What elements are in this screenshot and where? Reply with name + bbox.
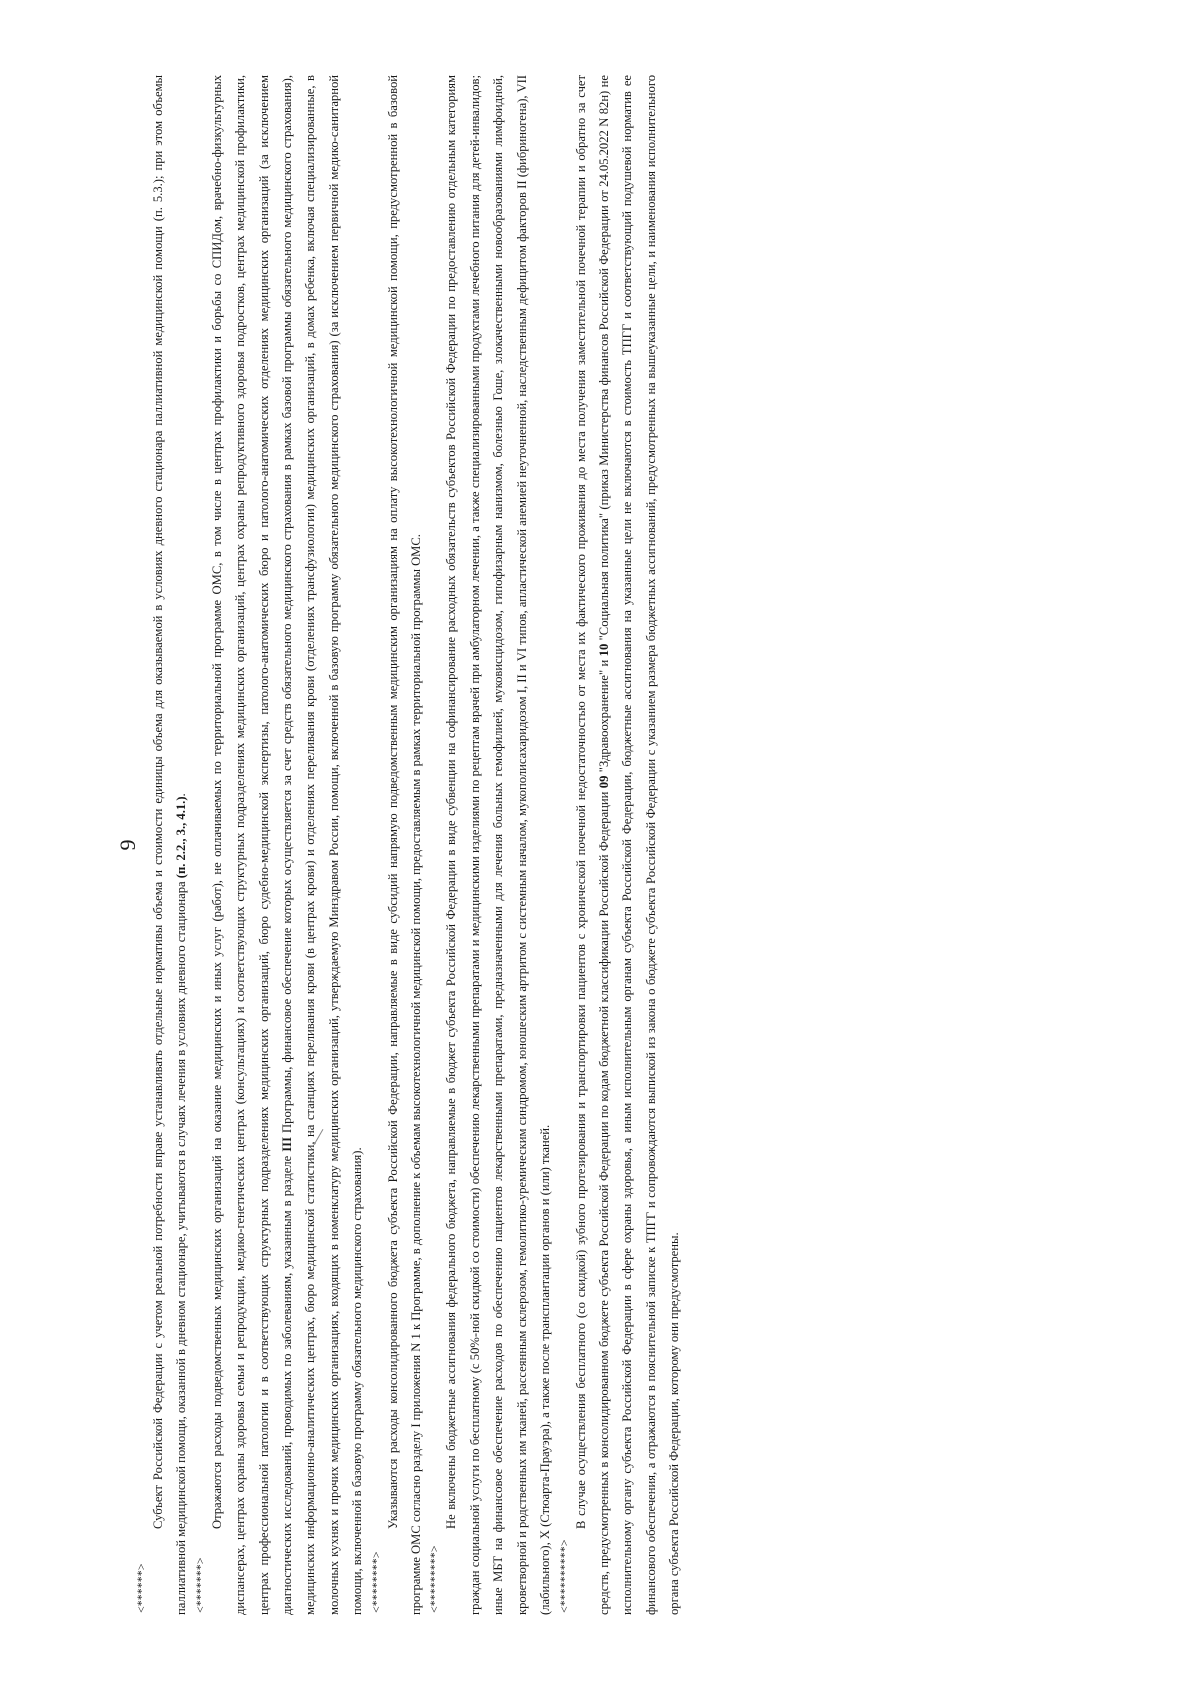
rotated-content <box>115 65 1115 1625</box>
footnote-marker: <**********> <box>556 1539 571 1613</box>
footnote-marker: <*********> <box>427 1545 442 1613</box>
paragraph: Указываются расходы консолидированного бюджета субъекта Российской Федерации, направляемые в виде субсидий напрямую подведомственным медицинским организациям на оплату высокотехнологичной медицинской помощи, предусмотренной в базовой программе ОМС согласно разделу I приложения N 1 к Программе, в дополнение к объемам высокотехнологичной медицинской помощи, предоставляемым в рамках территориальной программы ОМС. <box>385 75 424 1615</box>
footnote-marker: <******> <box>134 1563 148 1613</box>
footnote-marker: <*******> <box>192 1557 207 1613</box>
paragraph: В случае осуществления бесплатного (со скидкой) зубного протезирования и транспортировки пациентов с хронической почечной недостаточностью от места их фактического проживания до места получения заместительной почечной терапии и обратно за счет средств, предусмотренных в консолидированном бюджете субъекта Российской Федерации по кодам бюджетной классификации Российской Федерации 09 "Здравоохранение" и 10 "Социальная политика" (приказ Министерства финансов Российской Федерации от 24.05.2022 N 82н) не исполнительному органу субъекта Российской Федерации в сфере охраны здоровья, а иным исполнительным органам субъекта Российской Федерации, бюджетные ассигнования на указанные цели не включаются в стоимость ТПГГ и соответствующий подушевой норматив ее финансового обеспечения, а отражаются в пояснительной записке к ТПГГ и сопровождаются выпиской из закона о бюджете субъекта Российской Федерации с указанием размера бюджетных ассигнований, предусмотренных на вышеуказанные цели, и наименования исполнительного органа субъекта Российской Федерации, которому они предусмотрены. <box>573 75 682 1615</box>
document-body <box>135 75 687 1615</box>
paragraph: Не включены бюджетные ассигнования федерального бюджета, направляемые в бюджет субъекта Российской Федерации в виде субвенции на софинансирование расходных обязательств субъектов Российской Федерации по предоставлению отдельным категориям граждан социальной услуги по бесплатному (с 50%-ной скидкой со стоимости) обеспечению лекарственными препаратами и медицинскими изделиями по рецептам врачей при амбулаторном лечении, а также специализированными продуктами лечебного питания для детей-инвалидов; иные МБТ на финансовое обеспечение расходов по обеспечению пациентов лекарственными препаратами, предназначенными для лечения больных гемофилией, муковисцидозом, гипофизарным нанизмом, болезнью Гоше, злокачественными новообразованиями лимфоидной, кроветворной и родственных им тканей, рассеянным склерозом, гемолитико-уремическим синдромом, юношеским артритом с системным началом, мукополисахаридозом I, II и VI типов, апластической анемией неуточненной, наследственным дефицитом факторов II (фибриногена), VII (лабильного), X (Стюарта-Прауэра), а также после трансплантации органов и (или) тканей. <box>444 75 553 1615</box>
footnote-marker: <********> <box>368 1551 383 1613</box>
page-number: 9 <box>115 839 140 851</box>
paragraph: Субъект Российской Федерации с учетом реальной потребности вправе устанавливать отдельные нормативы объема и стоимости единицы объема для оказываемой в условиях дневного стационара паллиативной медицинской помощи (п. 5.3.); при этом объемы паллиативной медицинской помощи, оказанной в дневном стационаре, учитываются в случаях лечения в условиях дневного стационара (п. 2.2., 3., 4.1.). <box>151 75 189 1615</box>
paragraph: Отражаются расходы подведомственных медицинских организаций на оказание медицинских и иных услуг (работ), не оплачиваемых по территориальной программе ОМС, в том числе в центрах профилактики и борьбы со СПИДом, врачебно-физкультурных диспансерах, центрах охраны здоровья семьи и репродукции, медико-генетических центрах (консультациях) и соответствующих структурных подразделениях медицинских организаций, центрах охраны репродуктивного здоровья подростков, центрах медицинской профилактики, центрах профессиональной патологии и в соответствующих структурных подразделениях медицинских организаций, бюро судебно-медицинской экспертизы, патолого-анатомических бюро и патолого-анатомических отделениях медицинских организаций (за исключением диагностических исследований, проводимых по заболеваниям, указанным в разделе III Программы, финансовое обеспечение которых осуществляется за счет средств обязательного медицинского страхования в рамках базовой программы обязательного медицинского страхования), медицинских информационно-аналитических центрах, бюро медицинской статистики, на станциях переливания крови (в центрах крови) и отделениях переливания крови (отделениях трансфузиологии) медицинских организаций, в домах ребенка, включая специализированные, в молочных кухнях и прочих медицинских организациях, входящих в номенклатуру медицинских организаций, утверждаемую Минздравом России, помощи, включенной в базовую программу обязательного медицинского страхования) (за исключением первичной медико-санитарной помощи, включенной в базовую программу обязательного медицинского страхования). <box>209 75 365 1615</box>
